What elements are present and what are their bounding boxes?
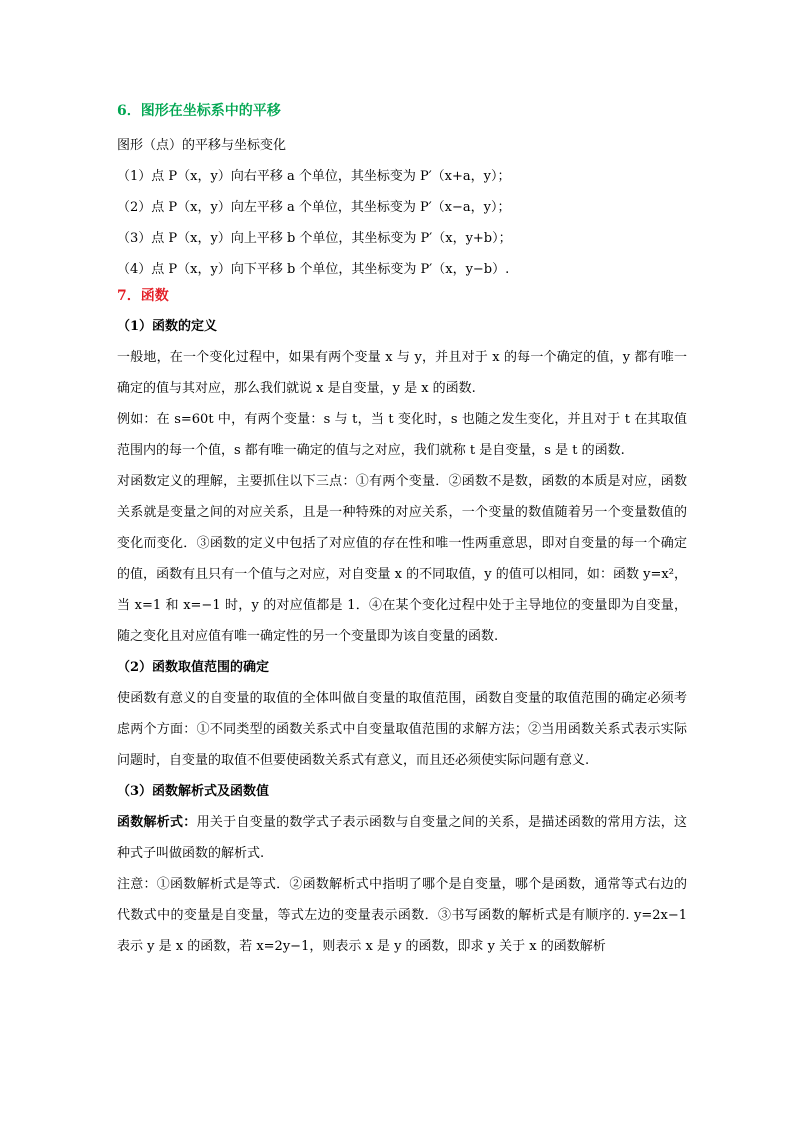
section-6-heading: 6．图形在坐标系中的平移 — [117, 103, 281, 119]
function-example-paragraph: 例如：在 s=60t 中，有两个变量：s 与 t，当 t 变化时，s 也随之发生变化，并且对于 t 在其取值范围内的每一个值，s 都有唯一确定的值与之对应，我们就称 t 是自变量，s 是 t 的函数. — [117, 412, 687, 458]
section-7-heading: 7．函数 — [117, 288, 169, 304]
subsection-function-definition-title: （1）函数的定义 — [117, 319, 218, 334]
function-definition-paragraph: 一般地，在一个变化过程中，如果有两个变量 x 与 y，并且对于 x 的每一个确定的值，y 都有唯一确定的值与其对应，那么我们就说 x 是自变量，y 是 x 的函数. — [117, 350, 687, 396]
translation-rule-2: （2）点 P（x，y）向左平移 a 个单位，其坐标变为 P′（x−a，y）； — [117, 200, 511, 215]
expression-lead-term: 函数解析式： — [117, 815, 197, 830]
translation-rule-4: （4）点 P（x，y）向下平移 b 个单位，其坐标变为 P′（x，y−b）. — [117, 262, 510, 277]
subsection-expression-title: （3）函数解析式及函数值 — [117, 784, 270, 799]
translation-rule-1: （1）点 P（x，y）向右平移 a 个单位，其坐标变为 P′（x+a，y）； — [117, 169, 511, 184]
subsection-domain-title: （2）函数取值范围的确定 — [117, 660, 270, 675]
expression-definition-paragraph — [117, 807, 687, 869]
expression-definition-text: 用关于自变量的数学式子表示函数与自变量之间的关系，是描述函数的常用方法，这种式子叫做函数的解析式. — [117, 815, 687, 861]
document-page — [117, 100, 687, 962]
domain-paragraph: 使函数有意义的自变量的取值的全体叫做自变量的取值范围，函数自变量的取值范围的确定必须考虑两个方面：①不同类型的函数关系式中自变量取值范围的求解方法；②当用函数关系式表示实际问题时，自变量的取值不但要使函数关系式有意义，而且还必须使实际问题有意义. — [117, 691, 687, 768]
expression-notes-paragraph: 注意：①函数解析式是等式．②函数解析式中指明了哪个是自变量，哪个是函数，通常等式右边的代数式中的变量是自变量，等式左边的变量表示函数．③书写函数的解析式是有顺序的. y=2x−1 表示 y 是 x 的函数，若 x=2y−1，则表示 x 是 y 的函数，即求 y 关于 x 的函数解析 — [117, 877, 687, 954]
section-6-intro: 图形（点）的平移与坐标变化 — [117, 138, 287, 153]
function-understanding-paragraph: 对函数定义的理解，主要抓住以下三点：①有两个变量．②函数不是数，函数的本质是对应，函数关系就是变量之间的对应关系，且是一种特殊的对应关系，一个变量的数值随着另一个变量数值的变化而变化．③函数的定义中包括了对应值的存在性和唯一性两重意思，即对自变量的每一个确定的值，函数有且只有一个值与之对应，对自变量 x 的不同取值，y 的值可以相同，如：函数 y=x²，当 x=1 和 x=−1 时，y 的对应值都是 1．④在某个变化过程中处于主导地位的变量即为自变量，随之变化且对应值有唯一确定性的另一个变量即为该自变量的函数. — [117, 474, 687, 644]
translation-rule-3: （3）点 P（x，y）向上平移 b 个单位，其坐标变为 P′（x，y+b）； — [117, 231, 512, 246]
